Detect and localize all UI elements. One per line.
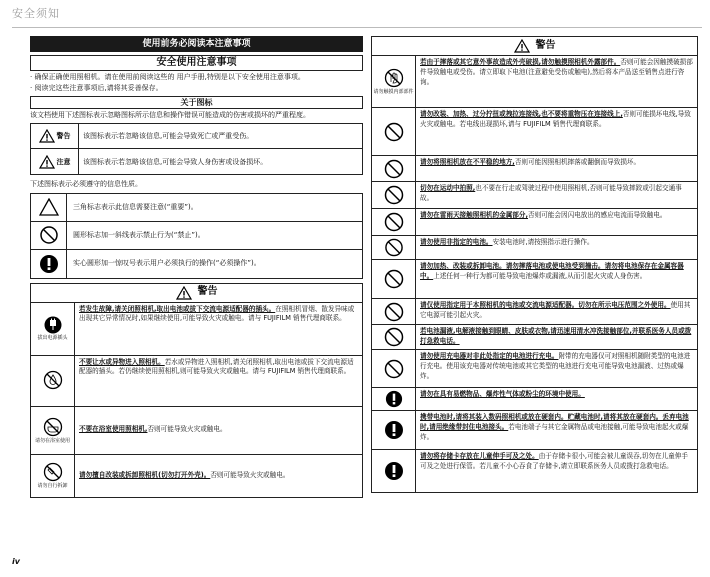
prohibited-icon <box>384 212 404 232</box>
warning-rest: 也不要在行走或驾驶过程中使用照相机,否则可能导致摔跤或引起交通事故。 <box>420 184 682 202</box>
right-column <box>371 36 698 493</box>
warning-bold: 若发生故障,请关闭照相机,取出电池或拔下交流电源适配器的插头。 <box>79 304 276 313</box>
warning-row <box>31 356 362 407</box>
icons-intro: 该文档使用下述图标表示忽略图标所示信息和操作错误可能造成的伤害或损坏的严重程度。 <box>30 111 310 120</box>
warning-bold: 切勿在运动中拍照, <box>420 184 476 192</box>
page-header <box>12 6 702 28</box>
no-bathroom-icon <box>43 417 63 437</box>
warning-bold: 请勿擅自改装或拆卸照相机(切勿打开外壳)。 <box>79 470 211 479</box>
warning-rest: 若水或异物进入照相机,请关闭照相机,取出电池或拔下交流电源适配器的插头。若仍继续使用照相机,则可能导致火灾或触电。请与 FUJIFILM 销售代理商联系。 <box>79 357 354 376</box>
prohibited-icon <box>39 225 59 245</box>
warning-bold: 若由于摔落或其它意外事故造成外壳破损,请勿触摸照相机外露部件。 <box>420 58 621 66</box>
mandatory-icon <box>384 390 404 408</box>
warning-bold: 请仅使用指定用于本照相机的电池或交流电源适配器。切勿在所示电压范围之外使用。 <box>420 301 671 309</box>
symbol-row <box>31 222 362 250</box>
warning-bold: 请勿使用充电器对非此处指定的电池进行充电。 <box>420 352 559 360</box>
warning-rest: 由于存储卡很小,可能会被儿童误吞,切勿在儿童伸手可及之处进行保管。若儿童不小心吞食了存储卡,请立即联系医务人员或拨打急救电话。 <box>420 452 688 470</box>
warning-row <box>372 209 697 236</box>
warning-bold: 请勿改装、加热、过分拧扭或拽拉连接线,也不要将重物压在连接线上, <box>420 110 623 118</box>
mandatory-icon <box>384 461 404 481</box>
warning-row <box>372 450 697 492</box>
warning-row <box>372 325 697 350</box>
right-warning-section <box>371 36 698 493</box>
mandatory-icon <box>39 254 59 274</box>
warning-rest: 若电池端子与其它金属物品或电池接触,可能导致电池起火或爆炸。 <box>420 422 689 441</box>
left-column <box>30 36 363 498</box>
prohibited-icon <box>384 302 404 322</box>
prohibited-icon <box>384 122 404 142</box>
unplug-mandatory-icon <box>44 316 62 334</box>
warning-rest: 否则可能因照相机摔落或翻倒而导致损坏。 <box>514 158 641 166</box>
caution-triangle-icon <box>39 155 55 169</box>
warning-row <box>372 182 697 209</box>
symbol-row <box>31 250 362 278</box>
warning-rest: 否则可能导致火灾或触电。 <box>147 425 227 434</box>
icon-caption: 拔出电源插头 <box>37 335 68 342</box>
prohibited-icon <box>384 327 404 347</box>
bullet-2: · 阅读完这些注意事项后,请将其妥善保存。 <box>30 84 163 93</box>
level-table <box>30 123 363 175</box>
warning-rest: 否则可能损坏电线,导致火灾或触电。若电线出现损坏,请与 FUJIFILM 销售代理商联系。 <box>420 110 691 128</box>
level-row-caution <box>31 149 362 174</box>
warning-triangle-icon <box>514 39 530 53</box>
prohibited-icon <box>384 359 404 379</box>
warning-rest: 上述任何一种行为都可能导致电池爆炸或漏液,从而引起火灾或人身伤害。 <box>433 271 647 280</box>
icons-title: 关于图标 <box>30 96 363 109</box>
warning-bold: 请勿在具有易燃物品、爆炸性气体或粉尘的环境中使用。 <box>420 390 585 398</box>
warning-triangle-icon <box>176 286 192 300</box>
warning-bold: 请勿使用非指定的电池。 <box>420 238 493 246</box>
warning-row <box>372 299 697 325</box>
warning-rest: 安装电池时,请按照指示进行操作。 <box>492 238 594 246</box>
symbols-intro: 下述图标表示必须遵守的信息性质。 <box>30 180 142 189</box>
attention-triangle-icon <box>39 198 59 216</box>
symbol-table <box>30 193 363 279</box>
page-number: iv <box>12 557 20 566</box>
level-label: 警告 <box>56 132 71 141</box>
warning-row <box>372 350 697 388</box>
warning-row <box>372 411 697 450</box>
no-water-icon <box>43 370 63 390</box>
symbol-text: 实心圆形加一惊叹号表示用户必须执行的操作(“必须操作”)。 <box>73 259 261 268</box>
warning-rest: 使用其它电源可能引起火灾。 <box>420 301 691 319</box>
warning-row <box>372 260 697 299</box>
warning-bold: 携带电池时,请将其装入数码照相机或放在硬套内。贮藏电池时,请将其放在硬套内。丢弃电池时,请用绝缘带封住电池接头。 <box>420 413 689 431</box>
read-before-use-banner: 使用前务必阅读本注意事项 <box>30 36 363 52</box>
warning-bold: 请勿将照相机放在不平稳的地方, <box>420 158 515 166</box>
mandatory-icon <box>384 420 404 440</box>
no-touch-icon <box>384 68 404 88</box>
icon-caption: 请勿触摸内部部件 <box>373 89 414 95</box>
icon-caption: 请勿在浴室使用 <box>34 437 70 444</box>
warning-row <box>372 156 697 182</box>
level-text: 该图标表示若忽略该信息,可能会导致死亡或严重受伤。 <box>83 132 254 141</box>
left-warning-section <box>30 283 363 498</box>
no-disassembly-icon <box>43 462 63 482</box>
safety-title: 安全使用注意事项 <box>30 55 363 71</box>
warning-row <box>31 303 362 356</box>
warning-rest: 附带的充电器仅可对照相机随附类型的电池进行充电。使用该充电器对传统电池或其它类型的电池进行充电可能导致电池漏液、过热或爆炸。 <box>420 352 691 380</box>
prohibited-icon <box>384 185 404 205</box>
warning-rest: 否则可能会因闪电放出的感应电流而导致触电。 <box>528 211 667 219</box>
bullet-1: · 确保正确使用照相机。请在使用前阅读这些的 用户手册,特别是以下安全使用注意事项。 <box>30 73 305 81</box>
warning-bold: 不要让水或异物进入照相机。 <box>79 357 165 366</box>
warning-bold: 请勿将存储卡存放在儿童伸手可及之处。 <box>420 452 539 460</box>
level-label: 注意 <box>56 157 71 166</box>
level-text: 该图标表示若忽略该信息,可能会导致人身伤害或设备损坏。 <box>83 157 268 166</box>
warning-rest: 否则可能导致火灾或触电。 <box>210 470 290 479</box>
warning-title: 警告 <box>197 286 218 298</box>
prohibited-icon <box>384 159 404 179</box>
icon-caption: 请勿自行拆卸 <box>37 483 68 490</box>
warning-bold: 若电池漏液,电解液接触到眼睛、皮肤或衣物,请迅速用清水冲洗接触部位,并联系医务人员或拨打急救电话。 <box>420 327 692 345</box>
warning-rest: 在照相机冒烟、散发异味或出现其它异常情况时,如果继续使用,可能导致火灾或触电。请与 FUJIFILM 销售代理商联系。 <box>79 304 355 323</box>
symbol-text: 三角标志表示此信息需要注意(“重要”)。 <box>73 202 198 211</box>
warning-row <box>372 236 697 260</box>
warning-rest: 否则可能会因触摸破损部件导致触电或受伤。请立即取下电池(注意避免受伤或触电),然后将本产品送至销售点进行咨询。 <box>420 58 693 86</box>
page-title: 安全须知 <box>12 7 60 20</box>
warning-bold: 请勿加热、改装或拆卸电池。请勿摔落电池或使电池受到撞击。请勿将电池保存在金属容器中。 <box>420 262 684 280</box>
symbol-row <box>31 194 362 222</box>
symbol-text: 圆形标志加一斜线表示禁止行为(“禁止”)。 <box>73 230 205 239</box>
warning-row <box>372 388 697 411</box>
warning-bold: 请勿在雷雨天接触照相机的金属部分, <box>420 211 529 219</box>
warning-bold: 不要在浴室使用照相机, <box>79 425 148 434</box>
warning-row <box>372 56 697 108</box>
warning-row <box>372 108 697 156</box>
warning-row <box>31 455 362 497</box>
prohibited-icon <box>384 238 404 257</box>
level-row-warning <box>31 124 362 149</box>
warning-triangle-icon <box>39 129 55 143</box>
prohibited-icon <box>384 269 404 289</box>
warning-title: 警告 <box>535 39 556 51</box>
warning-row <box>31 407 362 455</box>
